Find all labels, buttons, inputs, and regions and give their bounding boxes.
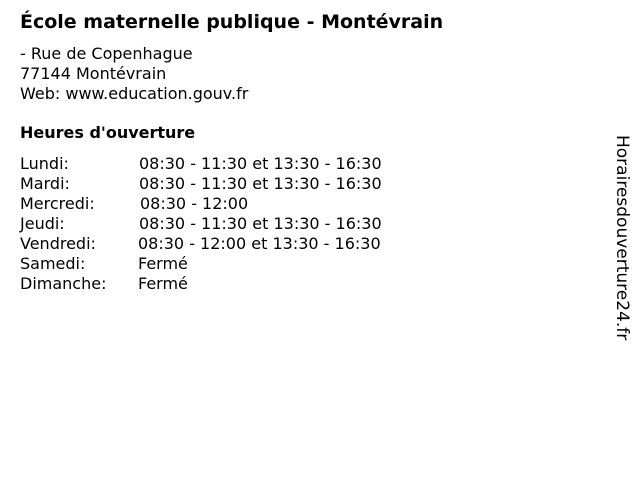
time-value: 08:30 - 11:30 et 13:30 - 16:30 xyxy=(139,214,382,233)
address-block xyxy=(20,44,248,104)
hours-row-tuesday xyxy=(20,174,440,194)
day-label: Jeudi: xyxy=(20,214,65,233)
city-address: 77144 Montévrain xyxy=(20,64,167,83)
time-value: 08:30 - 12:00 et 13:30 - 16:30 xyxy=(138,234,381,253)
day-label: Samedi: xyxy=(20,254,86,273)
page-title: École maternelle publique - Montévrain xyxy=(20,11,444,33)
site-watermark: Horairesdouverture24.fr xyxy=(612,135,632,341)
day-label: Lundi: xyxy=(20,154,69,173)
day-label: Vendredi: xyxy=(20,234,96,253)
hours-row-thursday xyxy=(20,214,440,234)
opening-hours-list xyxy=(20,154,440,294)
street-address: - Rue de Copenhague xyxy=(20,44,193,63)
time-value: 08:30 - 11:30 et 13:30 - 16:30 xyxy=(139,154,382,173)
hours-row-wednesday xyxy=(20,194,440,214)
time-value: Fermé xyxy=(138,274,188,293)
hours-row-friday xyxy=(20,234,440,254)
hours-row-monday xyxy=(20,154,440,174)
day-label: Dimanche: xyxy=(20,274,107,293)
website-line: Web: www.education.gouv.fr xyxy=(20,84,249,103)
day-label: Mercredi: xyxy=(20,194,95,213)
hours-row-sunday xyxy=(20,274,440,294)
hours-row-saturday xyxy=(20,254,440,274)
time-value: 08:30 - 12:00 xyxy=(140,194,249,213)
time-value: 08:30 - 11:30 et 13:30 - 16:30 xyxy=(139,174,382,193)
day-label: Mardi: xyxy=(20,174,70,193)
hours-heading: Heures d'ouverture xyxy=(20,123,196,142)
time-value: Fermé xyxy=(138,254,188,273)
